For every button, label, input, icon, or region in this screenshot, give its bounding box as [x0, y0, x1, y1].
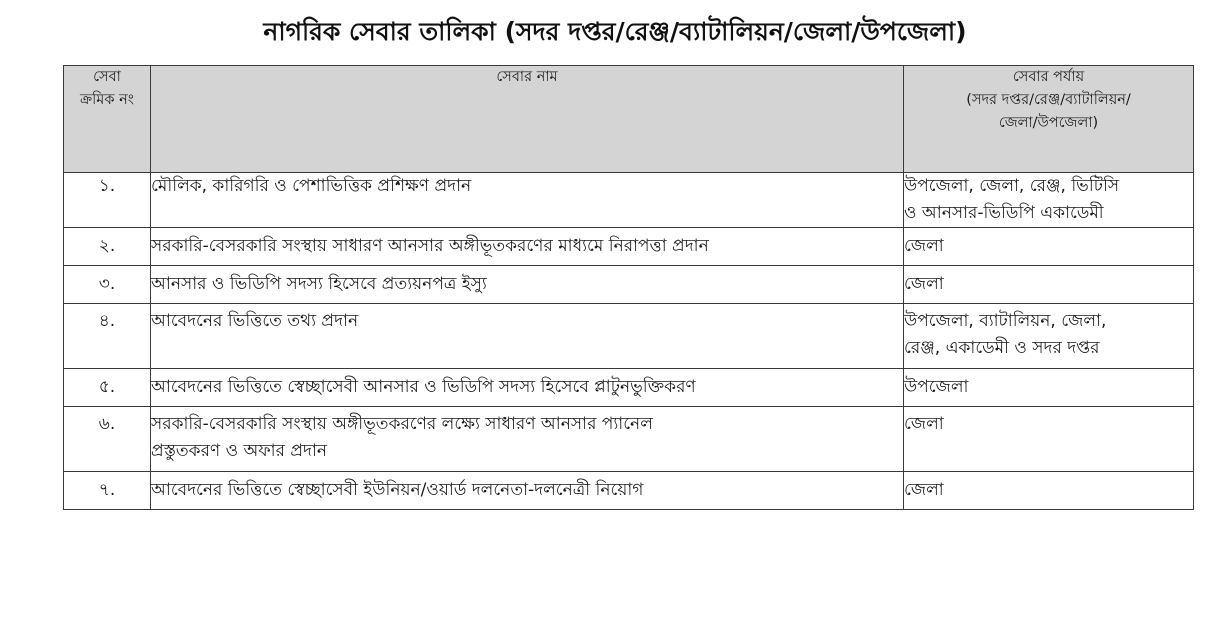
table-row — [64, 304, 1194, 369]
service-level-line: জেলা — [904, 236, 944, 256]
header-level-line: সেবার পর্যায় — [1012, 69, 1085, 85]
service-name-line: আনসার ও ভিডিপি সদস্য হিসেবে প্রত্যয়নপত্র ইস্যু — [151, 274, 487, 294]
header-level-line: (সদর দপ্তর/রেঞ্জ/ব্যাটালিয়ন/ — [966, 92, 1131, 108]
header-serial — [64, 66, 151, 173]
row-service-name — [151, 266, 904, 304]
row-service-level — [904, 228, 1194, 266]
service-name-line: মৌলিক, কারিগরি ও পেশাভিত্তিক প্রশিক্ষণ প্রদান — [151, 176, 472, 196]
service-name-line: আবেদনের ভিত্তিতে তথ্য প্রদান — [151, 311, 359, 331]
row-service-level — [904, 173, 1194, 228]
header-service-level — [904, 66, 1194, 173]
service-level-line: জেলা — [904, 274, 944, 294]
table-row — [64, 173, 1194, 228]
row-service-name — [151, 304, 904, 369]
row-service-name — [151, 173, 904, 228]
header-level-line: জেলা/উপজেলা) — [998, 115, 1099, 131]
row-service-level — [904, 266, 1194, 304]
row-service-level — [904, 407, 1194, 472]
table-row — [64, 369, 1194, 407]
page-title: নাগরিক সেবার তালিকা (সদর দপ্তর/রেঞ্জ/ব্যাটালিয়ন/জেলা/উপজেলা) — [263, 17, 967, 46]
service-level-line: ও আনসার-ভিডিপি একাডেমী — [904, 203, 1104, 223]
row-service-level — [904, 369, 1194, 407]
row-service-name — [151, 369, 904, 407]
header-service-name — [151, 66, 904, 173]
row-serial: ৬. — [64, 407, 151, 472]
header-service-name-text: সেবার নাম — [496, 69, 558, 85]
service-name-line: আবেদনের ভিত্তিতে স্বেচ্ছাসেবী ইউনিয়ন/ওয়ার্ড দলনেতা-দলনেত্রী নিয়োগ — [151, 480, 644, 500]
table-row — [64, 472, 1194, 510]
row-service-level — [904, 472, 1194, 510]
row-serial: ২. — [64, 228, 151, 266]
service-level-line: উপজেলা, জেলা, রেঞ্জ, ভিটিসি — [904, 176, 1120, 196]
table-row — [64, 266, 1194, 304]
row-service-level — [904, 304, 1194, 369]
row-serial: ৪. — [64, 304, 151, 369]
header-serial-line: ক্রমিক নং — [80, 92, 134, 108]
row-service-name — [151, 407, 904, 472]
service-level-line: জেলা — [904, 414, 944, 434]
service-name-line: সরকারি-বেসরকারি সংস্থায় সাধারণ আনসার অঙ্গীভূতকরণের মাধ্যমে নিরাপত্তা প্রদান — [151, 236, 709, 256]
service-name-line: প্রস্তুতকরণ ও অফার প্রদান — [151, 441, 328, 461]
header-row — [64, 66, 1194, 173]
service-name-line: আবেদনের ভিত্তিতে স্বেচ্ছাসেবী আনসার ও ভিডিপি সদস্য হিসেবে প্লাটুনভুক্তিকরণ — [151, 377, 696, 397]
row-service-name — [151, 228, 904, 266]
service-name-line: সরকারি-বেসরকারি সংস্থায় অঙ্গীভূতকরণের লক্ষ্যে সাধারণ আনসার প্যানেল — [151, 414, 653, 434]
header-serial-line: সেবা — [93, 69, 121, 85]
service-level-line: জেলা — [904, 480, 944, 500]
service-level-line: উপজেলা — [904, 377, 969, 397]
row-serial: ৭. — [64, 472, 151, 510]
table-row — [64, 407, 1194, 472]
table-row — [64, 228, 1194, 266]
service-level-line: রেঞ্জ, একাডেমী ও সদর দপ্তর — [904, 338, 1100, 358]
service-level-line: উপজেলা, ব্যাটালিয়ন, জেলা, — [904, 311, 1107, 331]
row-serial: ১. — [64, 173, 151, 228]
service-table — [63, 65, 1194, 510]
row-serial: ৩. — [64, 266, 151, 304]
row-service-name — [151, 472, 904, 510]
row-serial: ৫. — [64, 369, 151, 407]
